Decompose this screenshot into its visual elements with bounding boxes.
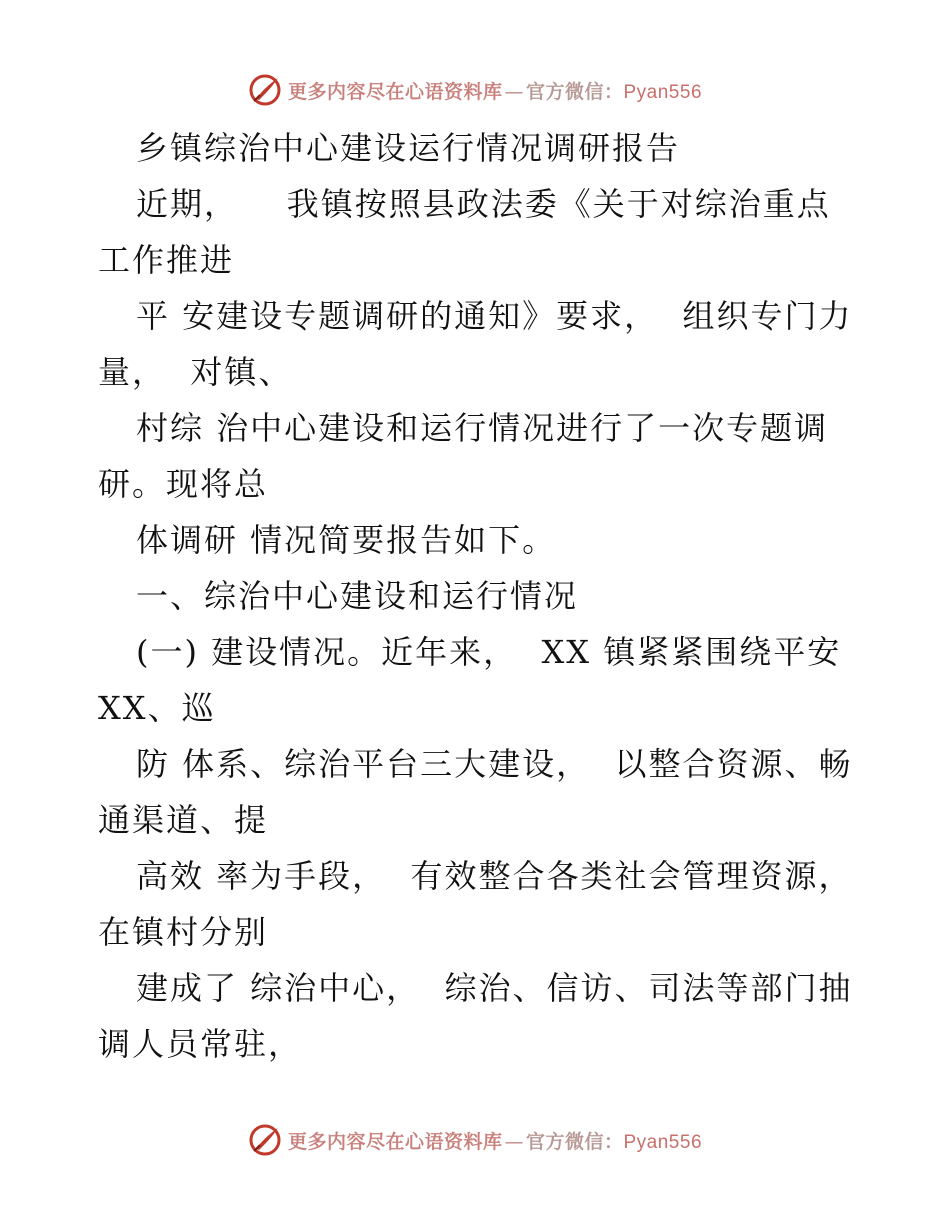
document-title: 乡镇综治中心建设运行情况调研报告: [136, 129, 681, 167]
paragraph: 平 安建设专题调研的通知》要求， 组织专门力量， 对镇、: [98, 297, 853, 391]
paragraph: 近期， 我镇按照县政法委《关于对综治重点工作推进: [98, 185, 831, 279]
paragraph: 体调研 情况简要报告如下。: [136, 521, 557, 559]
banner-site-text: 更多内容尽在心语资料库: [287, 80, 503, 103]
banner-separator: —: [504, 1130, 524, 1153]
quill-logo-icon: [248, 1123, 282, 1157]
banner-wechat-id: Pyan556: [623, 81, 703, 103]
banner-wechat-label: 官方微信：: [525, 1130, 624, 1153]
header-watermark-banner: [0, 70, 950, 110]
banner-wechat-label: 官方微信：: [525, 80, 624, 103]
quill-logo-icon: [248, 73, 282, 107]
paragraph: 高效 率为手段， 有效整合各类社会管理资源，在镇村分别: [98, 857, 853, 951]
paragraph: (一) 建设情况。近年来， XX 镇紧紧围绕平安 XX、巡: [98, 633, 854, 727]
banner-separator: —: [504, 80, 524, 103]
banner-wechat-id: Pyan556: [623, 1131, 703, 1153]
section-heading: 一、综治中心建设和运行情况: [136, 577, 579, 615]
document-body: [98, 120, 858, 1072]
paragraph: 村综 治中心建设和运行情况进行了一次专题调研。现将总: [98, 409, 829, 503]
footer-watermark-banner: [0, 1120, 950, 1160]
paragraph: 防 体系、综治平台三大建设， 以整合资源、畅通渠道、提: [98, 745, 853, 839]
paragraph: 建成了 综治中心， 综治、信访、司法等部门抽调人员常驻，: [98, 969, 853, 1063]
banner-site-text: 更多内容尽在心语资料库: [287, 1130, 503, 1153]
